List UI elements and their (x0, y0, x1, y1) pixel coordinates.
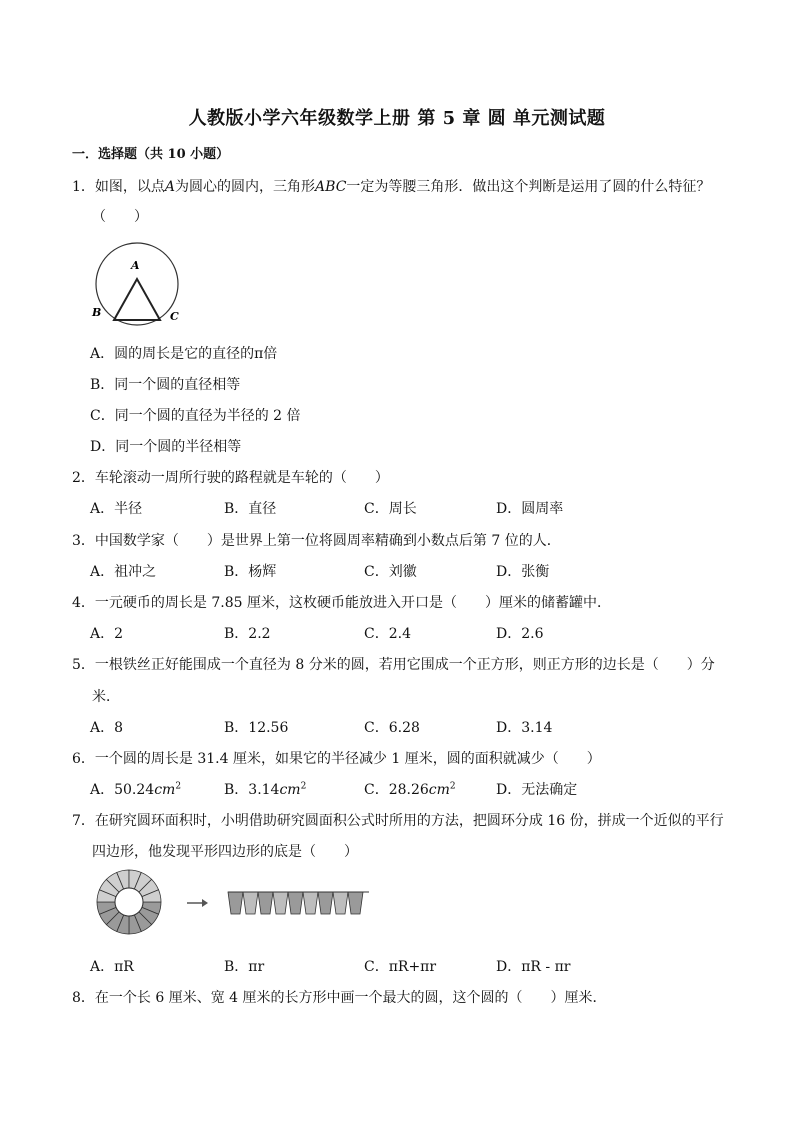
question-6-option-a-value: A．50.24 (90, 782, 155, 798)
question-2-option-b: B．直径 (224, 501, 277, 517)
question-1-option-b: B．同一个圆的直径相等 (90, 377, 241, 393)
strip-piece (348, 892, 363, 914)
figure-triangle (114, 279, 160, 320)
arrow-icon (187, 899, 208, 907)
strip-piece (228, 892, 243, 914)
question-6-option-b-exp: 2 (300, 781, 307, 792)
strip-piece (243, 892, 258, 914)
strip-piece (288, 892, 303, 914)
question-5-option-c: C．6.28 (364, 720, 420, 736)
question-7-text: 7．在研究圆环面积时，小明借助研究圆面积公式时所用的方法，把圆环分成 16 份，拼成一个近似的平行 (72, 813, 724, 829)
strip-piece (258, 892, 273, 914)
question-5-option-b: B．12.56 (224, 720, 289, 736)
question-1-option-d: D．同一个圆的半径相等 (90, 439, 242, 455)
question-3-option-d: D．张衡 (496, 564, 550, 580)
question-6-option-b-unit: cm (279, 782, 301, 798)
question-4-option-c: C．2.4 (364, 626, 411, 642)
question-1-option-c: C．同一个圆的直径为半径的 2 倍 (90, 408, 301, 424)
figure-label-a: A (131, 259, 140, 272)
question-7-option-d: D．πR - πr (496, 959, 571, 975)
question-1-var-a: A (164, 179, 176, 195)
question-3-option-a: A．祖冲之 (90, 564, 157, 580)
question-1-post: 一定为等腰三角形．做出这个判断是运用了圆的什么特征？ (346, 179, 711, 195)
question-6-option-c-exp: 2 (449, 781, 456, 792)
question-1-pre: 1．如图，以点 (72, 179, 165, 195)
question-6-option-c-unit: cm (428, 782, 450, 798)
strip-piece (333, 892, 348, 914)
question-1-var-abc: ABC (315, 179, 347, 195)
question-5-text: 5．一根铁丝正好能围成一个直径为 8 分米的圆，若用它围成一个正方形，则正方形的边长是（ ）分 (72, 657, 715, 673)
question-5-option-a: A．8 (90, 720, 124, 736)
question-6-option-d: D．无法确定 (496, 782, 578, 798)
question-4-text: 4．一元硬币的周长是 7.85 厘米，这枚硬币能放进入开口是（ ）厘米的储蓄罐中． (72, 595, 611, 611)
strip-piece (273, 892, 288, 914)
question-5-option-d: D．3.14 (496, 720, 553, 736)
question-1-text (72, 176, 710, 196)
question-6-option-c (364, 779, 456, 799)
question-2-option-d: D．圆周率 (496, 501, 564, 517)
page-title: 人教版小学六年级数学上册 第 5 章 圆 单元测试题 (188, 108, 606, 129)
question-2-option-a: A．半径 (90, 501, 143, 517)
annulus-rearrangement-figure (92, 866, 377, 940)
question-4-option-a: A．2 (90, 626, 124, 642)
question-3-text: 3．中国数学家（ ）是世界上第一位将圆周率精确到小数点后第 7 位的人． (72, 533, 561, 549)
question-7-option-b: B．πr (224, 959, 265, 975)
question-6-option-a-exp: 2 (175, 781, 182, 792)
question-3-option-b: B．杨辉 (224, 564, 277, 580)
question-2-text: 2．车轮滚动一周所行驶的路程就是车轮的（ ） (72, 470, 389, 486)
question-4-option-b: B．2.2 (224, 626, 271, 642)
question-7-option-c: C．πR+πr (364, 959, 437, 975)
annulus-inner-circle (115, 888, 143, 916)
question-6-option-b-value: B．3.14 (224, 782, 280, 798)
question-1-mid: 为圆心的圆内，三角形 (175, 179, 316, 195)
question-6-option-c-value: C．28.26 (364, 782, 429, 798)
strip-piece (303, 892, 318, 914)
question-7-continuation: 四边形，他发现平形四边形的底是（ ） (92, 844, 358, 860)
parallelogram-strip (228, 892, 369, 914)
question-6-option-a (90, 779, 181, 799)
question-2-option-c: C．周长 (364, 501, 417, 517)
figure-label-c: C (170, 310, 179, 323)
question-8-text: 8．在一个长 6 厘米、宽 4 厘米的长方形中画一个最大的圆，这个圆的（ ）厘米． (72, 990, 607, 1006)
question-7-option-a: A．πR (90, 959, 134, 975)
question-6-option-b (224, 779, 306, 799)
figure-label-b: B (92, 306, 102, 319)
figure-circle (96, 243, 178, 325)
question-1-option-a: A．圆的周长是它的直径的π倍 (90, 346, 278, 362)
question-3-option-c: C．刘徽 (364, 564, 417, 580)
question-1-blank: （ ） (92, 209, 148, 225)
strip-piece (318, 892, 333, 914)
question-6-option-a-unit: cm (154, 782, 176, 798)
question-4-option-d: D．2.6 (496, 626, 544, 642)
section-heading: 一．选择题（共 10 小题） (72, 147, 230, 162)
question-5-continuation: 米． (92, 689, 120, 705)
circle-triangle-figure (84, 236, 194, 332)
question-6-text: 6．一个圆的周长是 31.4 厘米，如果它的半径减少 1 厘米，圆的面积就减少（ ） (72, 751, 601, 767)
